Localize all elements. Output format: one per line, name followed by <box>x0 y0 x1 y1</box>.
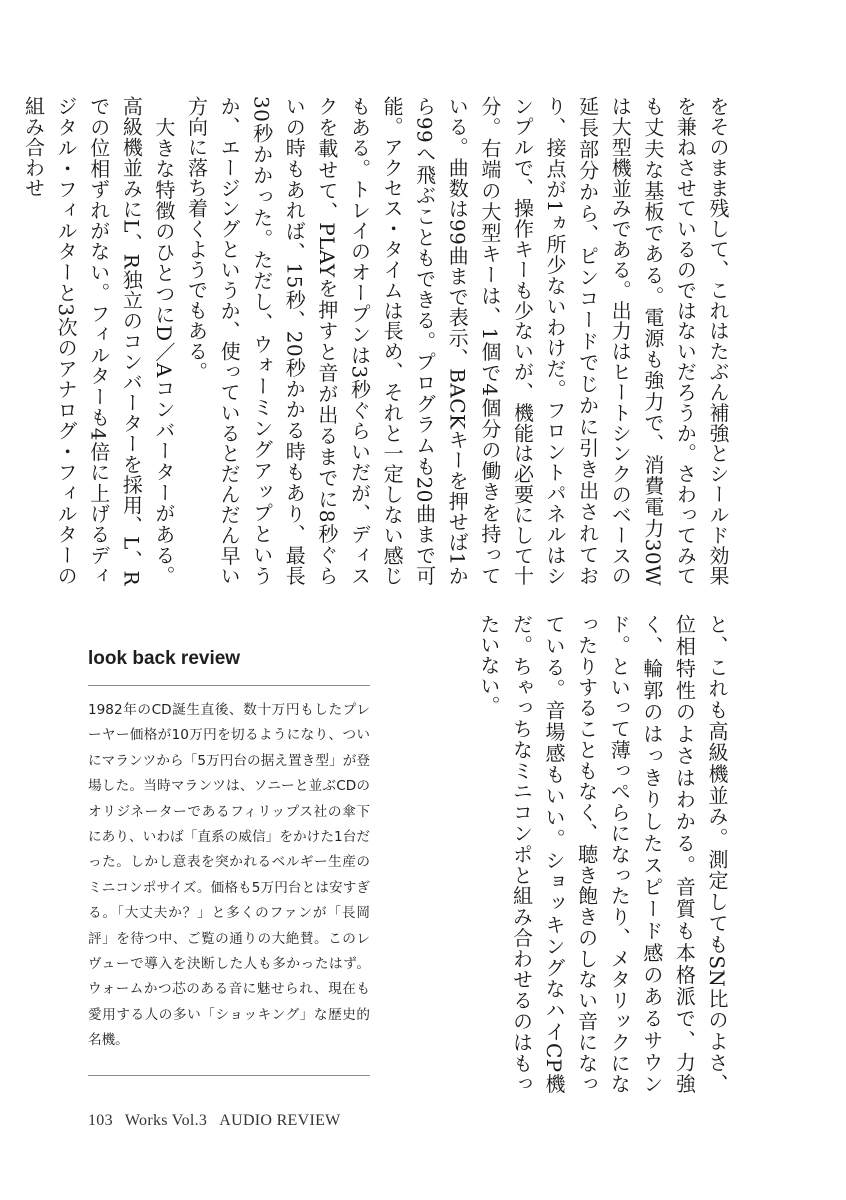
main-text-column-upper <box>21 96 734 586</box>
review-box-bottom-rule <box>88 1075 370 1076</box>
main-text-column-lower <box>476 614 733 1094</box>
paragraph-2: 大きな特徴のひとつにD／Aコンバーターがある。高級機並みにL、R独立のコンバーターを採用、L、Rでの位相ずれがない。フィルターも4倍に上げるディジタル・フィルターと3次のアナログ・フィルターの組み合わせ <box>21 96 176 586</box>
page-footer <box>88 1112 353 1130</box>
review-box-text: 1982年のCD誕生直後、数十万円もしたプレーヤー価格が10万円を切るようになり、ついにマランツから「5万円台の据え置き型」が登場した。当時マランツは、ソニーと並ぶCDのオリジネーターであるフィリップス社の傘下にあり、いわば「直系の威信」をかけた1台だった。しかし意表を突かれるベルギー生産のミニコンポサイズ。価格も5万円台とは安すぎる。「大丈夫か？」と多くのファンが「長岡評」を待つ中、ご覧の通りの大絶賛。このレヴューで導入を決断した人も多かったはず。ウォームかつ芯のある音に魅せられ、現在も愛用する人の多い「ショッキング」な歴史的名機。 <box>88 702 370 1049</box>
paragraph-3: と、これも高級機並み。測定してもSN比のよさ、位相特性のよさはわかる。音質も本格派で、力強く、輪郭のはっきりしたスピード感のあるサウンド。といって薄っぺらになったり、メタリックになったりすることもなく、聴き飽きのしない音になっている。音場感もいい。ショッキングなハイCP機だ。ちゃっちなミニコンポと組み合わせるのはもったいない。 <box>476 614 729 1094</box>
page-number: 103 <box>88 1112 113 1129</box>
publication-name: Works Vol.3 <box>124 1112 208 1129</box>
paragraph-1: をそのまま残して、これはたぶん補強とシールド効果を兼ねさせているのではないだろうか。さわってみても丈夫な基板である。電源も強力で、消費電力30Wは大型機並みである。出力はヒートシンクのベースの延長部分から、ピンコードでじかに引き出されており、接点が1ヵ所少ないわけだ。フロントパネルはシンプルで、操作キーも少ないが、機能は必要にして十分。右端の大型キーは、1個で4個分の働きを持っている。曲数は99曲まで表示、BACKキーを押せば1から99へ飛ぶこともできる。プログラムも20曲まで可能。アクセス・タイムは長め、それと一定しない感じもある。トレイのオープンは3秒ぐらいだが、ディスクを載せて、PLAYを押すと音が出るまでに8秒ぐらいの時もあれば、15秒、20秒かかる時もあり、最長30秒かかった。ただし、ウォーミングアップというか、エージングというか、使っているとだんだん早い方向に落ち着くようでもある。 <box>184 96 730 586</box>
magazine-name: AUDIO REVIEW <box>219 1112 341 1129</box>
review-box-top-rule <box>88 685 370 686</box>
review-box-title: look back review <box>88 648 241 669</box>
